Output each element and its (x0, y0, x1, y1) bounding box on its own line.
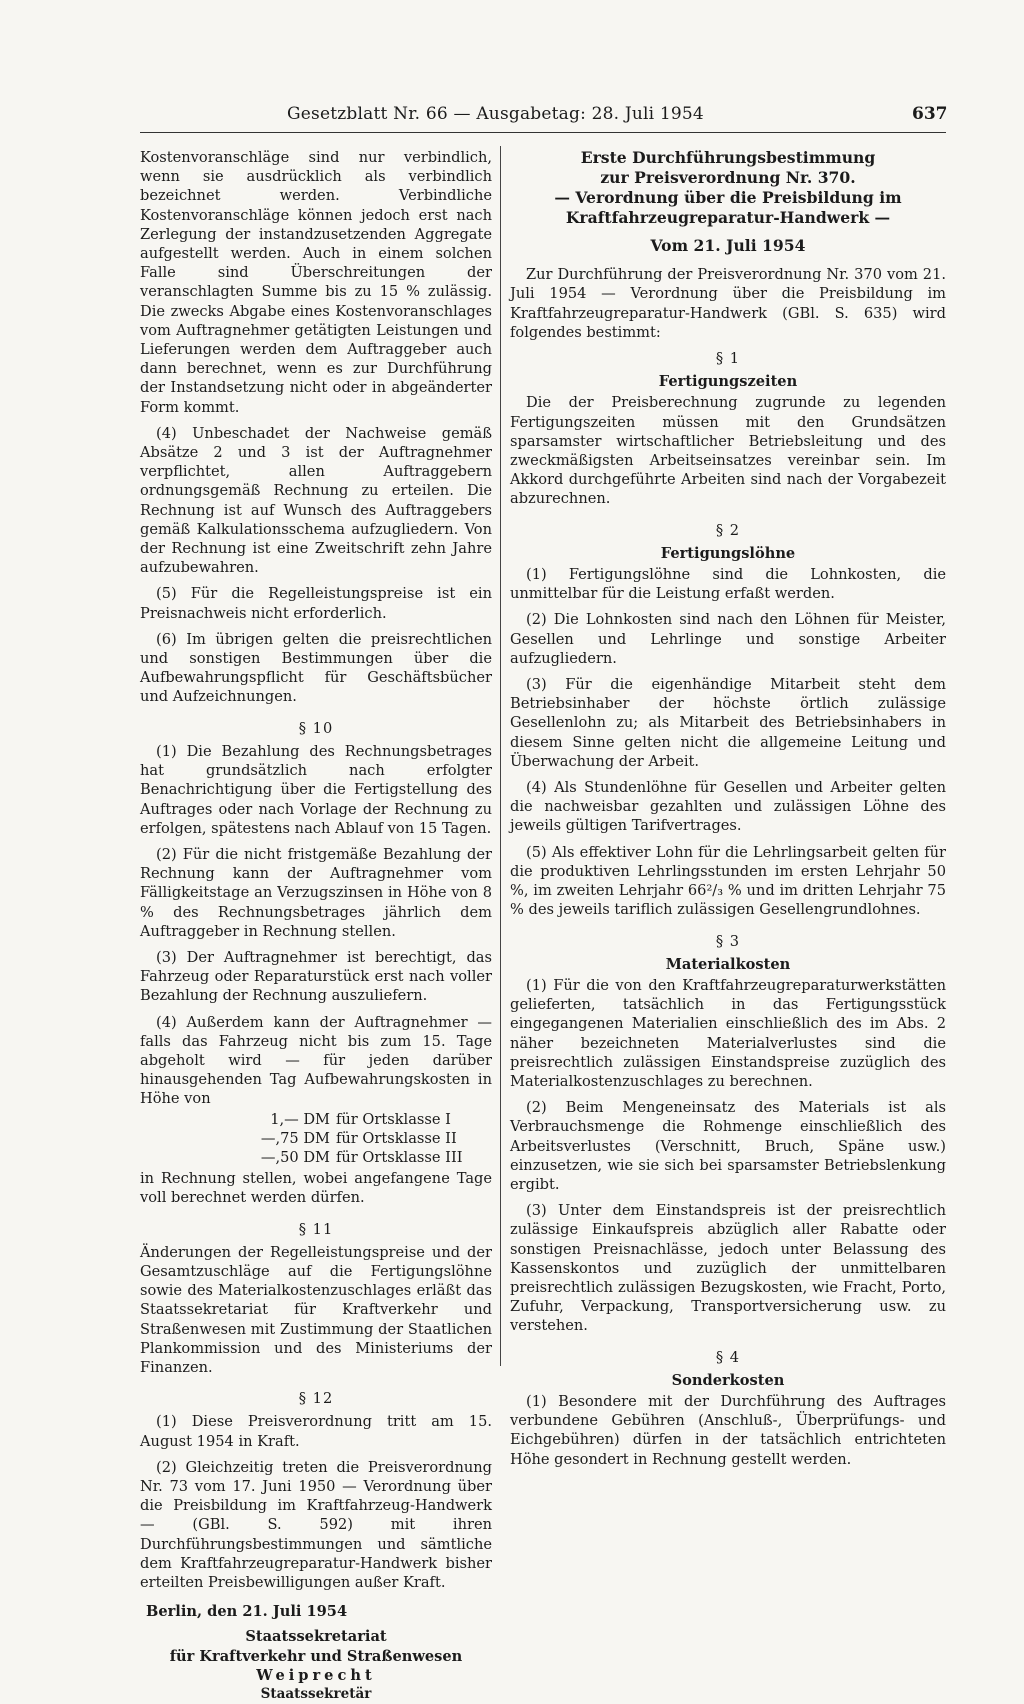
storage-rate-table (140, 1110, 492, 1168)
s2-paragraph-3: (3) Für die eigenhändige Mitarbeit steht dem Betriebsinhaber der höchste örtlich zulässige Gesellenlohn zu; als Mitarbeit des Betriebsinhabers in diesem Sinne gelten nicht die allgemeine Leitung und Überwachung der Arbeit. (510, 676, 946, 770)
section-1-title: Fertigungszeiten (658, 373, 798, 391)
signature-title: Staatssekretär (260, 1686, 372, 1703)
s2-paragraph-2: (2) Die Lohnkosten sind nach den Löhnen für Meister, Gesellen und Lehrlinge und sonstige Arbeiter aufzugliedern. (510, 611, 946, 667)
s2-paragraph-5: (5) Als effektiver Lohn für die Lehrlingsarbeit gelten für die produktiven Lehrlingsstunden im ersten Lehrjahr 50 %, im zweiten Lehrjahr 66²/₃ % und im dritten Lehrjahr 75 % des jeweils tariflich zulässigen Gesellengrundlohnes. (510, 843, 946, 919)
section-12-heading: § 12 (298, 1390, 334, 1408)
s2-paragraph-4: (4) Als Stundenlöhne für Gesellen und Arbeiter gelten die nachweisbar gezahlten und zulässigen Löhne des jeweils gültigen Tarifvertrages. (510, 779, 946, 835)
s10-paragraph-3: (3) Der Auftragnehmer ist berechtigt, das Fahrzeug oder Reparaturstück erst nach voller Bezahlung der Rechnung auszuliefern. (140, 948, 492, 1005)
signature-org-1: Staatssekretariat (245, 1628, 387, 1646)
header-rule (140, 132, 946, 133)
regulation-date: Vom 21. Juli 1954 (650, 236, 806, 255)
left-column (140, 148, 492, 1704)
paragraph-4: (4) Unbeschadet der Nachweise gemäß Absätze 2 und 3 ist der Auftragnehmer verpflichtet, allen Auftraggebern ordnungsgemäß Rechnung zu erteilen. Die Rechnung ist auf Wunsch des Auftraggebers gemäß Kalkulationsschema aufzugliedern. Von der Rechnung ist eine Zweitschrift zehn Jahre aufzubewahren. (140, 424, 492, 577)
s12-paragraph-2: (2) Gleichzeitig treten die Preisverordnung Nr. 73 vom 17. Juni 1950 — Verordnung über die Preisbildung im Kraftfahrzeug-Handwerk — (GBl. S. 592) mit ihren Durchführungsbestimmungen und sämtliche dem Kraftfahrzeugreparatur-Handwerk bisher erteilten Preisbewilligungen außer Kraft. (140, 1458, 492, 1592)
page-number: 637 (912, 104, 948, 124)
rate-class: für Ortsklasse III (336, 1148, 463, 1166)
section-3-title: Materialkosten (665, 955, 791, 973)
regulation-title-3: — Verordnung über die Preisbildung im Kraftfahrzeugreparatur-Handwerk — (554, 188, 902, 227)
paragraph-5: (5) Für die Regelleistungspreise ist ein Preisnachweis nicht erforderlich. (140, 585, 492, 622)
rate-class: für Ortsklasse I (336, 1110, 451, 1128)
page-header (0, 104, 1024, 130)
s10-paragraph-1: (1) Die Bezahlung des Rechnungsbetrages hat grundsätzlich nach erfolgter Benachrichtigung über die Fertigstellung des Auftrages oder nach Vorlage der Rechnung zu erfolgen, spätestens nach Ablauf von 15 Tagen. (140, 742, 492, 837)
intro-paragraph: Zur Durchführung der Preisverordnung Nr. 370 vom 21. Juli 1954 — Verordnung über die Preisbildung im Kraftfahrzeugreparatur-Handwerk (GBl. S. 635) wird folgendes bestimmt: (510, 266, 946, 341)
place-date: Berlin, den 21. Juli 1954 (146, 1603, 348, 1621)
section-4-title: Sonderkosten (671, 1371, 785, 1389)
section-2-heading: § 2 (715, 521, 741, 539)
rate-class: für Ortsklasse II (336, 1129, 457, 1147)
rate-amount: 1,— DM (270, 1110, 330, 1128)
s3-paragraph-2: (2) Beim Mengeneinsatz des Materials ist als Verbrauchsmenge die Rohmenge einschließlich des Arbeitsverlustes (Verschnitt, Bruch, Späne usw.) einzusetzen, wie sie sich bei sparsamster Betriebslenkung ergibt. (510, 1099, 946, 1193)
s3-paragraph-1: (1) Für die von den Kraftfahrzeugreparaturwerkstätten gelieferten, tatsächlich in das Fertigungsstück eingegangenen Materialien einschließlich des im Abs. 2 näher bezeichneten Materialverlustes sind die preisrechtlich zulässigen Einstandspreise zuzüglich des Materialkostenzuschlages zu berechnen. (510, 976, 946, 1090)
paragraph-6: (6) Im übrigen gelten die preisrechtlichen und sonstigen Bestimmungen über die Aufbewahrungspflicht für Geschäftsbücher und Aufzeichnungen. (140, 630, 492, 706)
paragraph-continued: Kostenvoranschläge sind nur verbindlich, wenn sie ausdrücklich als verbindlich bezeichnet werden. Verbindliche Kostenvoranschläge können jedoch erst nach Zerlegung der instandzusetzenden Aggregate aufgestellt werden. Auch in einem solchen Falle sind Überschreitungen der veranschlagten Summe bis zu 15 % zulässig. Die zwecks Abgabe eines Kostenvoranschlages vom Auftragnehmer getätigten Leistungen und Lieferungen werden dem Auftraggeber auch dann berechnet, wenn es zur Durchführung der Instandsetzung nicht oder in abgeänderter Form kommt. (140, 149, 492, 416)
s11-paragraph: Änderungen der Regelleistungspreise und der Gesamtzuschläge auf die Fertigungslöhne sowie des Materialkostenzuschlages erläßt das Staatssekretariat für Kraftverkehr und Straßenwesen mit Zustimmung der Staatlichen Plankommission und des Ministeriums der Finanzen. (140, 1243, 492, 1376)
running-head: Gesetzblatt Nr. 66 — Ausgabetag: 28. Juli 1954 (287, 104, 704, 124)
regulation-title-2: zur Preisverordnung Nr. 370. (600, 168, 856, 187)
section-11-heading: § 11 (298, 1220, 334, 1238)
right-column (510, 148, 946, 1476)
rate-amount: —,50 DM (260, 1148, 330, 1166)
s10-paragraph-4-end: in Rechnung stellen, wobei angefangene Tage voll berechnet werden dürfen. (140, 1170, 492, 1207)
signature-name: Weiprecht (256, 1666, 376, 1684)
rate-row (140, 1129, 492, 1148)
s4-paragraph-1: (1) Besondere mit der Durchführung des Auftrages verbundene Gebühren (Anschluß-, Überprüfungs- und Eichgebühren) dürfen in der tatsächlich entrichteten Höhe gesondert in Rechnung gestellt werden. (510, 1392, 946, 1468)
column-divider (500, 146, 501, 1366)
section-4-heading: § 4 (715, 1348, 741, 1366)
s2-paragraph-1: (1) Fertigungslöhne sind die Lohnkosten, die unmittelbar für die Leistung erfaßt werden. (510, 566, 946, 603)
s12-paragraph-1: (1) Diese Preisverordnung tritt am 15. August 1954 in Kraft. (140, 1413, 492, 1450)
section-3-heading: § 3 (715, 932, 741, 950)
rate-row (140, 1148, 492, 1167)
signature-org-2: für Kraftverkehr und Straßenwesen (169, 1647, 463, 1665)
s3-paragraph-3: (3) Unter dem Einstandspreis ist der preisrechtlich zulässige Einkaufspreis abzüglich aller Rabatte oder sonstigen Preisnachlässe, jedoch unter Belassung des Kassenskontos und zuzüglich der unmittelbaren preisrechtlich zulässigen Bezugskosten, wie Fracht, Porto, Zufuhr, Verpackung, Transportversicherung usw. zu verstehen. (510, 1202, 946, 1335)
rate-amount: —,75 DM (260, 1129, 330, 1147)
section-2-title: Fertigungslöhne (660, 544, 796, 562)
section-10-heading: § 10 (298, 719, 334, 737)
section-1-heading: § 1 (715, 350, 741, 368)
s10-paragraph-4: (4) Außerdem kann der Auftragnehmer — falls das Fahrzeug nicht bis zum 15. Tage abgeholt wird — für jeden darüber hinausgehenden Tag Aufbewahrungskosten in Höhe von (140, 1013, 492, 1108)
rate-row (140, 1110, 492, 1129)
regulation-title-1: Erste Durchführungsbestimmung (580, 148, 876, 167)
s1-paragraph: Die der Preisberechnung zugrunde zu legenden Fertigungszeiten müssen mit den Grundsätzen sparsamster wirtschaftlicher Betriebsleitung und des zweckmäßigsten Arbeitseinsatzes vereinbar sein. Im Akkord durchgeführte Arbeiten sind nach der Vorgabezeit abzurechnen. (510, 394, 946, 508)
s10-paragraph-2: (2) Für die nicht fristgemäße Bezahlung der Rechnung kann der Auftragnehmer vom Fälligkeitstage an Verzugszinsen in Höhe von 8 % des Rechnungsbetrages jährlich dem Auftraggeber in Rechnung stellen. (140, 845, 492, 940)
